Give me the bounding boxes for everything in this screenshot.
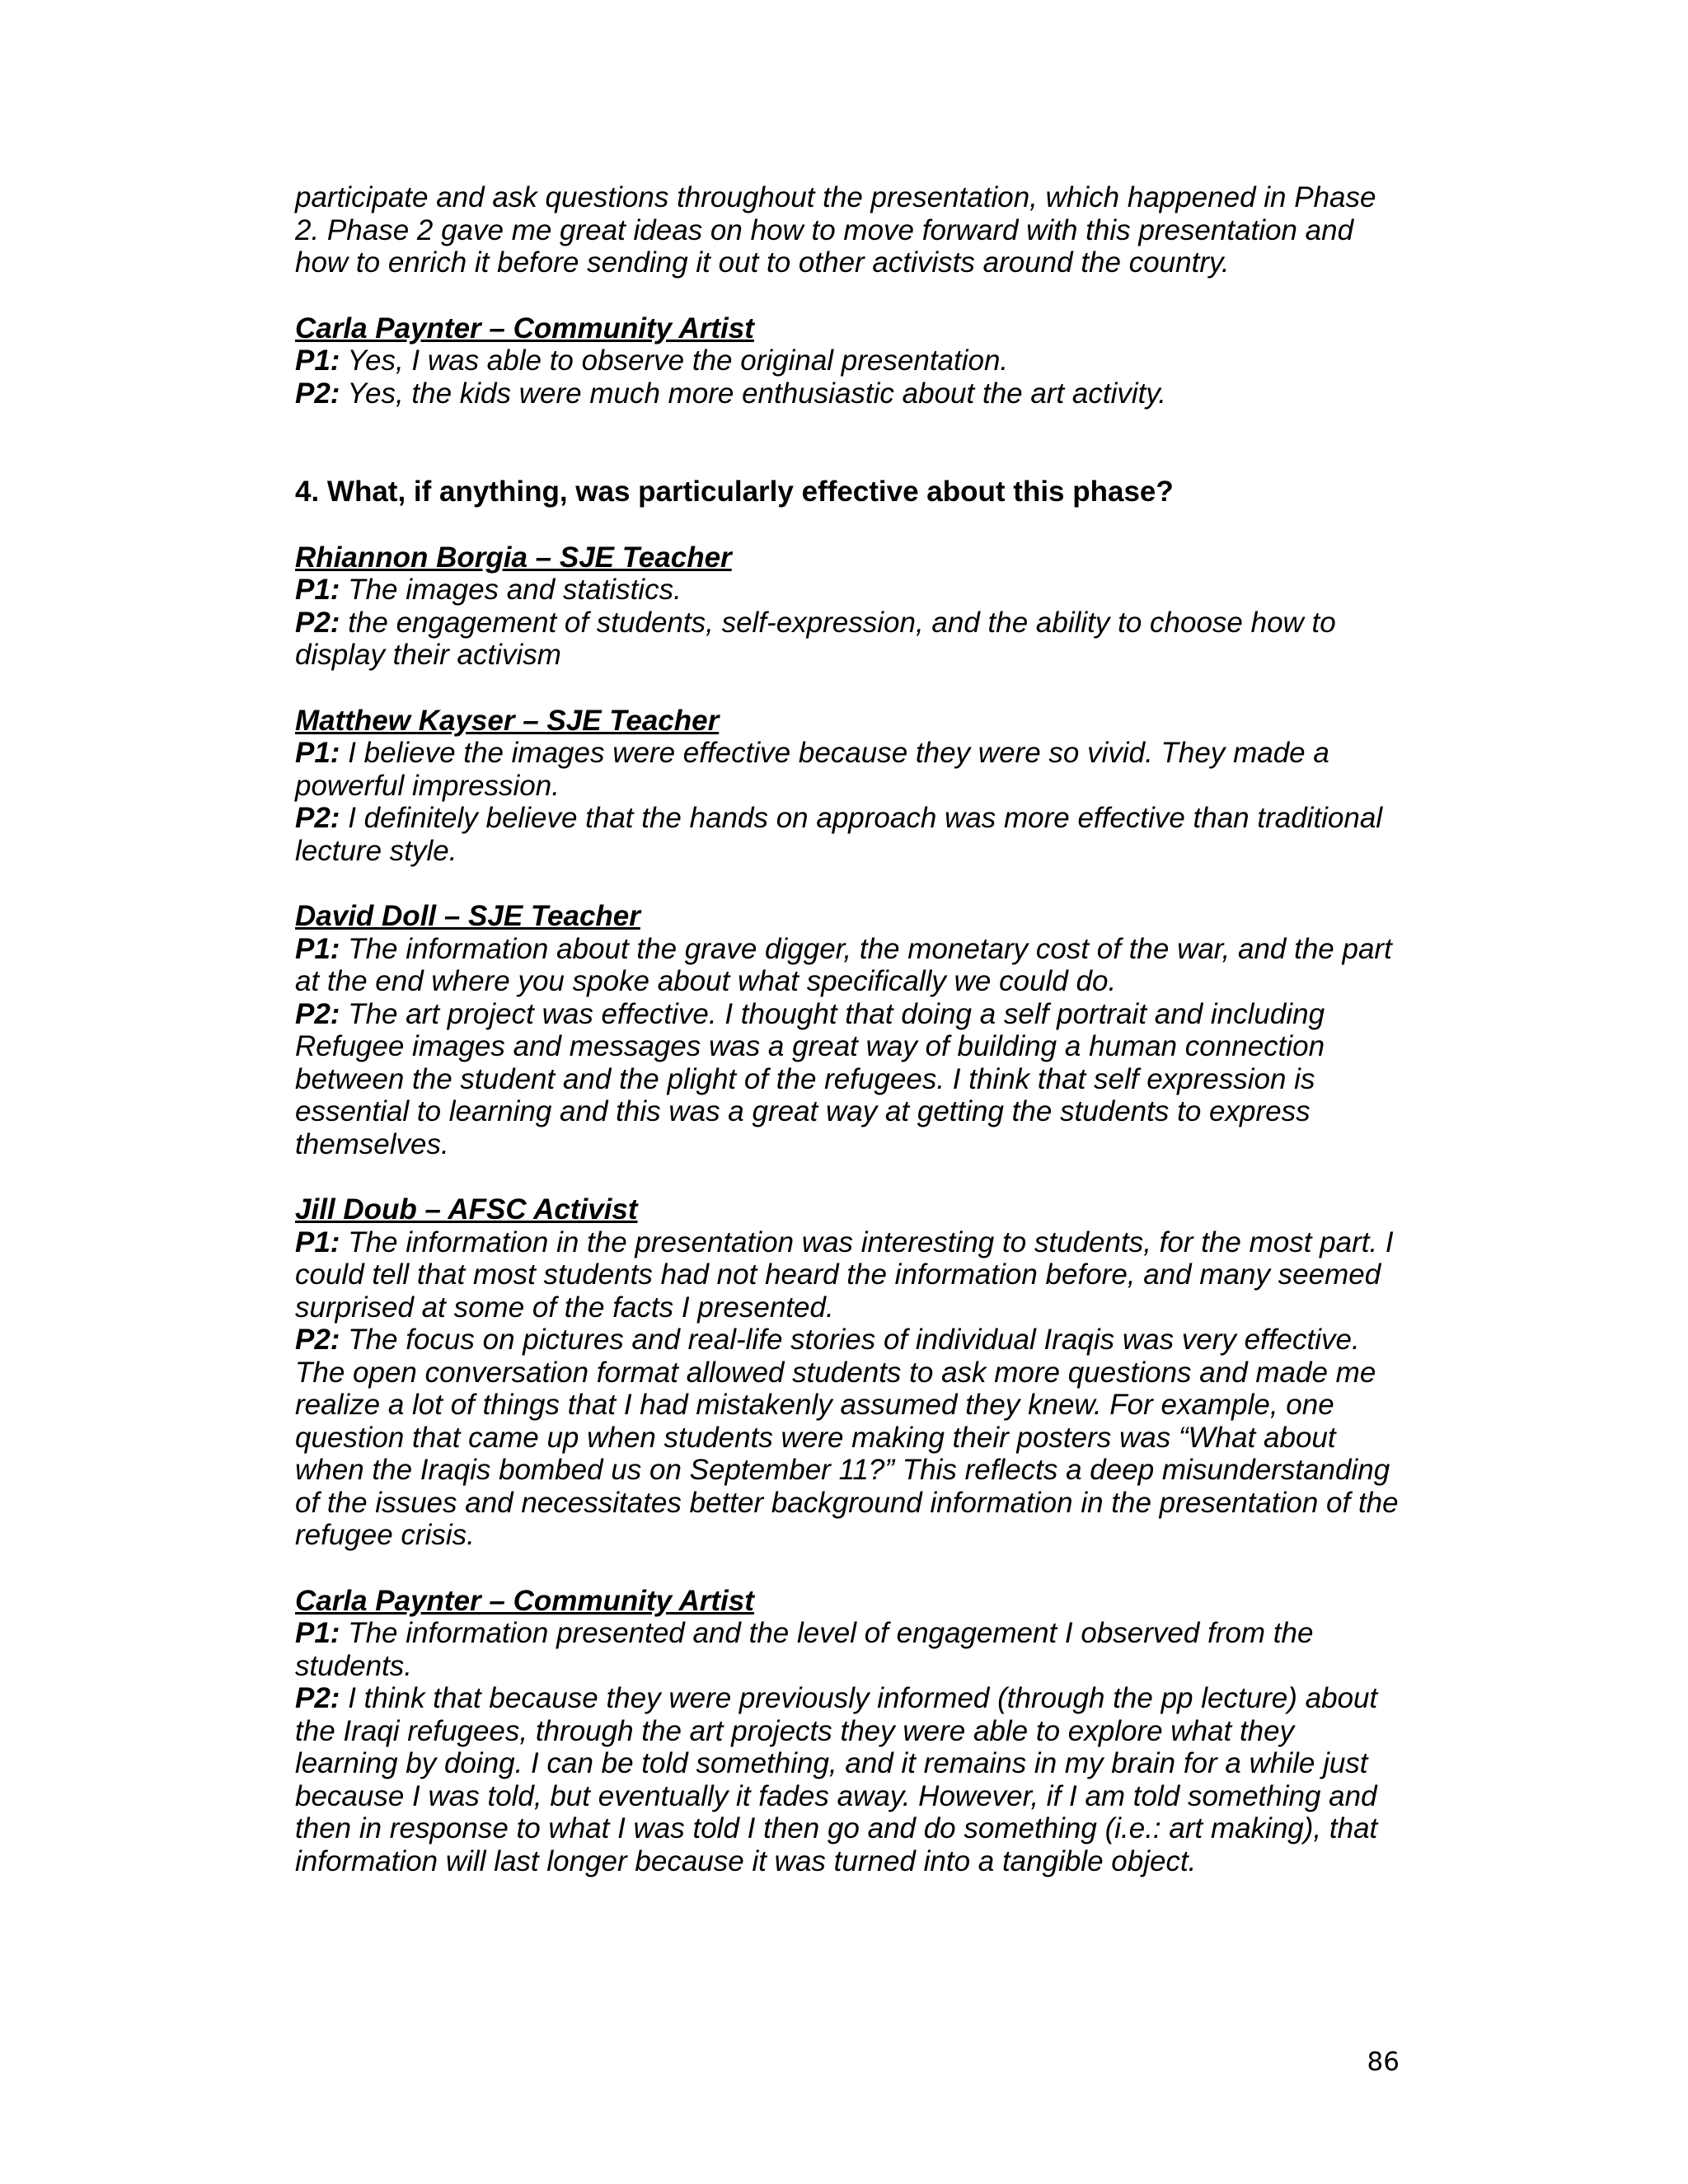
phase-1-text: The information about the grave digger, the monetary cost of the war, and the part at the end where you spoke about what specifically we could do.: [295, 932, 1392, 997]
speaker-name: Jill Doub – AFSC Activist: [295, 1193, 638, 1226]
phase-1-text: Yes, I was able to observe the original presentation.: [340, 344, 1009, 377]
phase-2-answer: [295, 802, 1400, 867]
prev-response: [295, 312, 1400, 410]
phase-1-label: P1:: [295, 737, 340, 769]
phase-1-answer: [295, 1617, 1400, 1682]
phase-1-text: The images and statistics.: [340, 574, 682, 606]
phase-1-label: P1:: [295, 932, 340, 965]
phase-1-text: The information in the presentation was interesting to students, for the most part. I could tell that most students had not heard the information before, and many seemed surprised at some of the facts I presented.: [295, 1226, 1394, 1324]
question-heading: 4. What, if anything, was particularly effective about this phase?: [295, 476, 1174, 508]
response-jill-doub: [295, 1193, 1400, 1552]
phase-2-text: Yes, the kids were much more enthusiastic about the art activity.: [340, 377, 1166, 410]
phase-2-text: I think that because they were previously informed (through the pp lecture) about the Iraqi refugees, through the art projects they were able to explore what they learning by doing. I can be told something, and it remains in my brain for a while just because I was told, but eventually it fades away. However, if I am told something and then in response to what I was told I then go and do something (i.e.: art making), that information will last longer because it was turned into a tangible object.: [295, 1682, 1378, 1877]
phase-1-label: P1:: [295, 344, 340, 377]
phase-2-answer: [295, 1682, 1400, 1877]
phase-2-answer: [295, 1324, 1400, 1552]
speaker-name: Matthew Kayser – SJE Teacher: [295, 704, 720, 737]
phase-2-text: The focus on pictures and real-life stories of individual Iraqis was very effective. The open conversation format allowed students to ask more questions and made me realize a lot of things that I had mistakenly assumed they knew. For example, one question that came up when students were making their posters was “What about when the Iraqis bombed us on September 11?” This reflects a deep misunderstanding of the issues and necessitates better background information in the presentation of the refugee crisis.: [295, 1324, 1399, 1551]
phase-2-label: P2:: [295, 802, 340, 834]
phase-1-text: The information presented and the level of engagement I observed from the students.: [295, 1617, 1314, 1682]
response-carla-paynter: [295, 1585, 1400, 1878]
page-number: 86: [1367, 2047, 1400, 2077]
phase-2-answer: [295, 607, 1400, 672]
phase-1-answer: [295, 574, 1400, 607]
intro-paragraph: participate and ask questions throughout the presentation, which happened in Phase 2. Phase 2 gave me great ideas on how to move forward with this presentation and how to enrich it before sending it out to other activists around the country.: [295, 181, 1376, 279]
phase-1-answer: [295, 344, 1400, 377]
speaker-name: Carla Paynter – Community Artist: [295, 312, 754, 344]
phase-2-label: P2:: [295, 606, 340, 639]
response-matthew-kayser: [295, 705, 1400, 868]
speaker-name: Rhiannon Borgia – SJE Teacher: [295, 541, 732, 574]
phase-2-text: I definitely believe that the hands on approach was more effective than traditional lecture style.: [295, 802, 1383, 867]
phase-1-label: P1:: [295, 1226, 340, 1258]
phase-2-text: The art project was effective. I thought that doing a self portrait and including Refugee images and messages was a great way of building a human connection between the student and the plight of the refugees. I think that self expression is essential to learning and this was a great way at getting the students to express themselves.: [295, 997, 1325, 1160]
phase-1-answer: [295, 933, 1400, 998]
phase-1-label: P1:: [295, 1617, 340, 1649]
phase-1-answer: [295, 1226, 1400, 1324]
phase-2-label: P2:: [295, 1324, 340, 1356]
speaker-name: David Doll – SJE Teacher: [295, 900, 640, 932]
speaker-name: Carla Paynter – Community Artist: [295, 1584, 754, 1617]
phase-1-text: I believe the images were effective because they were so vivid. They made a powerful impression.: [295, 737, 1329, 802]
phase-1-label: P1:: [295, 574, 340, 606]
phase-2-label: P2:: [295, 997, 340, 1030]
phase-2-answer: [295, 998, 1400, 1161]
phase-1-answer: [295, 737, 1400, 802]
phase-2-label: P2:: [295, 1682, 340, 1714]
phase-2-answer: [295, 377, 1400, 410]
response-david-doll: [295, 900, 1400, 1160]
phase-2-text: the engagement of students, self-expression, and the ability to choose how to display their activism: [295, 606, 1336, 671]
response-rhiannon-borgia: [295, 541, 1400, 672]
phase-2-label: P2:: [295, 377, 340, 410]
document-body: [295, 181, 1400, 1877]
